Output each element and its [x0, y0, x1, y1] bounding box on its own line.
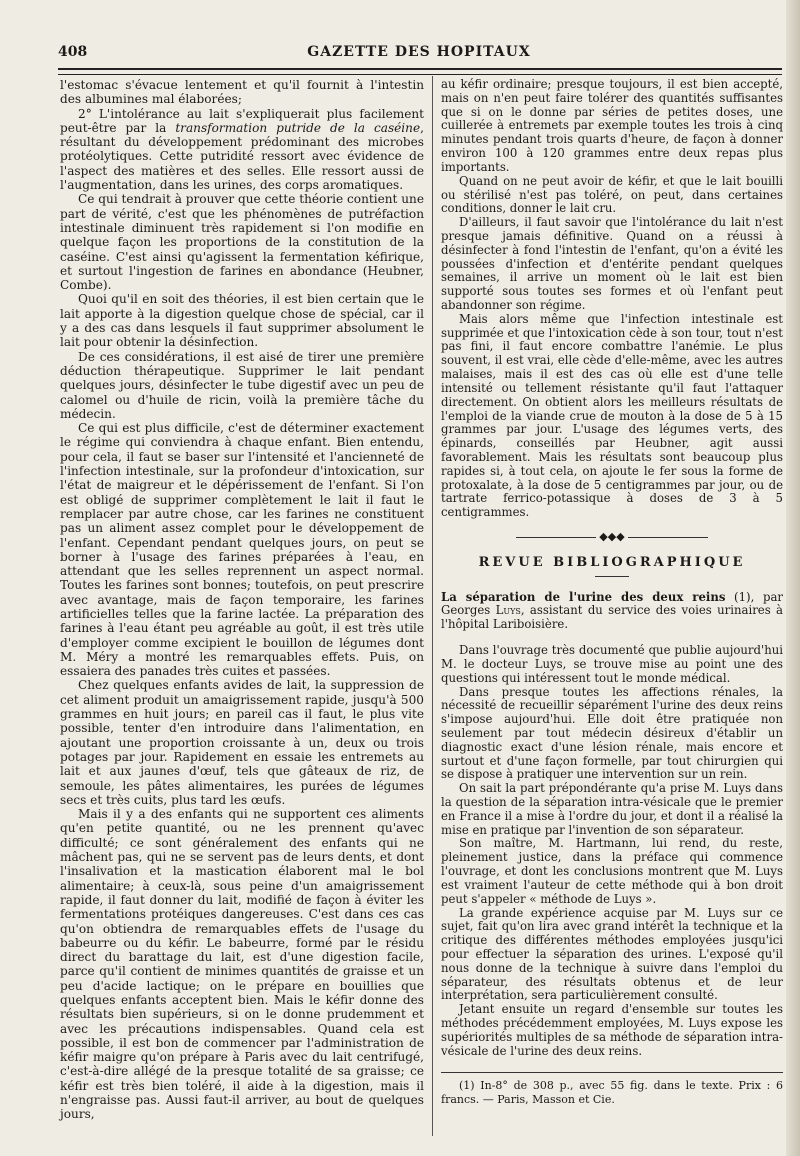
- paragraph: Son maître, M. Hartmann, lui rend, du reste, pleinement justice, dans la préface qui commence l'ouvrage, et dont les conclusions montrent que M. Luys est vraiment l'auteur de cette méthode qui à bon droit peut s'appeler « méthode de Luys ».: [441, 836, 783, 906]
- paragraph: l'estomac s'évacue lentement et qu'il fournit à l'intestin des albumines mal élaborées;: [60, 78, 424, 107]
- paragraph: De ces considérations, il est aisé de tirer une première déduction thérapeutique. Supprimer le lait pendant quelques jours, désinfecter le tube digestif avec un peu de calomel ou d'huile de ricin, voilà la première tâche du médecin.: [60, 349, 424, 421]
- paragraph: au kéfir ordinaire; presque toujours, il est bien accepté, mais on n'en peut faire tolérer des quantités suffisantes que si on le donne par séries de petites doses, une cuillerée à entremets par exemple toutes les trois à cinq minutes pendant trois quarts d'heure, de façon à donner environ 100 à 120 grammes entre deux repas plus importants.: [441, 77, 783, 174]
- review-heading: La séparation de l'urine des deux reins (1), par Georges Luys, assistant du service des voies urinaires à l'hôpital Lariboisière.: [441, 589, 783, 632]
- paragraph: Dans presque toutes les affections rénales, la nécessité de recueillir séparément l'urine des deux reins s'impose aujourd'hui. Elle doit être pratiquée non seulement par tout médecin désireux d'établir un diagnostic exact d'une lésion rénale, mais encore et surtout et d'une façon formelle, par tout chirurgien qui se dispose à pratiquer une intervention sur un rein.: [441, 684, 783, 782]
- right-column: [441, 78, 783, 1107]
- paragraph: Ce qui est plus difficile, c'est de déterminer exactement le régime qui conviendra à chaque enfant. Bien entendu, pour cela, il faut se baser sur l'intensité et l'ancienneté de l'infection intestinale, sur la profondeur d'intoxication, sur l'état de maigreur et le dépérissement de l'enfant. Si l'on est obligé de supprimer complètement le lait il faut le remplacer par autre chose, car les farines ne constituent pas un aliment assez complet pour le développement de l'enfant. Cependant pendant quelques jours, on peut se borner à l'usage des farines préparées à l'eau, en attendant que les selles reprennent un aspect normal. Toutes les farines sont bonnes; toutefois, on peut prescrire avec avantage, mais de façon temporaire, les farines artificielles telles que la farine lactée. La préparation des farines à l'eau étant peu agréable au goût, il est très utile d'employer comme excipient le bouillon de légumes dont M. Méry a montré les remarquables effets. Puis, on essaiera des panades très cuites et passées.: [60, 421, 424, 679]
- paragraph: Jetant ensuite un regard d'ensemble sur toutes les méthodes précédemment employées, M. Luys expose les supériorités multiples de sa méthode de séparation intra-vésicale de l'urine des deux reins.: [441, 1002, 783, 1058]
- section-title: REVUE BIBLIOGRAPHIQUE: [478, 554, 746, 570]
- footnote-rule: [441, 1072, 783, 1073]
- footnote: (1) In-8° de 308 p., avec 55 fig. dans le texte. Prix : 6 francs. — Paris, Masson et Cie.: [441, 1079, 783, 1107]
- section-ornament: ◆◆◆: [441, 530, 783, 544]
- paragraph: Ce qui tendrait à prouver que cette théorie contient une part de vérité, c'est que les phénomènes de putréfaction intestinale diminuent très rapidement si l'on modifie en quelque façon les proportions de la constitution de la caséine. C'est ainsi qu'agissent la fermentation kéfirique, et surtout l'ingestion de farines en abondance (Heubner, Combe).: [60, 192, 424, 293]
- review-title: La séparation de l'urine des deux reins: [441, 589, 726, 604]
- paragraph: Quoi qu'il en soit des théories, il est bien certain que le lait apporte à la digestion quelque chose de spécial, car il y a des cas dans lesquels il faut supprimer absolument le lait pour obtenir la désinfection.: [60, 292, 424, 350]
- paragraph: Dans l'ouvrage très documenté que publie aujourd'hui M. le docteur Luys, se trouve mise au point une des questions qui intéressent tout le monde médical.: [441, 643, 783, 685]
- column-divider: [432, 76, 433, 1136]
- paragraph: Chez quelques enfants avides de lait, la suppression de cet aliment produit un amaigrissement rapide, jusqu'à 500 grammes en huit jours; en pareil cas il faut, le plus vite possible, tenter d'en introduire dans l'alimentation, en ajoutant une proportion croissante à un, deux ou trois potages par jour. Rapidement en essaie les entremets au lait et aux jaunes d'œuf, tels que gâteaux de riz, de semoule, les pâtes alimentaires, les purées de légumes secs et très cuits, plus tard les œufs.: [60, 678, 424, 807]
- paragraph: 2° L'intolérance au lait s'expliquerait plus facilement peut-être par la transformation putride de la caséine, résultant du développement prédominant des microbes protéolytiques. Cette putridité ressort avec évidence de l'aspect des matières et des selles. Elle ressort aussi de l'augmentation, dans les urines, des corps aromatiques.: [60, 106, 424, 193]
- paragraph: On sait la part prépondérante qu'a prise M. Luys dans la question de la séparation intra-vésicale que le premier en France il a mise à l'ordre du jour, et dont il a réalisé la mise en pratique par l'invention de son séparateur.: [441, 781, 783, 837]
- journal-title: GAZETTE DES HOPITAUX: [307, 44, 531, 60]
- title-rule: [595, 576, 629, 577]
- paragraph: Quand on ne peut avoir de kéfir, et que le lait bouilli ou stérilisé n'est pas toléré, on peut, dans certaines conditions, donner le lait cru.: [441, 173, 783, 216]
- paragraph: Mais alors même que l'infection intestinale est supprimée et que l'intoxication cède à son tour, tout n'est pas fini, il faut encore combattre l'anémie. Le plus souvent, il est vrai, elle cède d'elle-même, avec les autres malaises, mais il est des cas où elle est d'une telle intensité ou tellement résistante qu'il faut l'attaquer directement. On obtient alors les meilleurs résultats de l'emploi de la viande crue de mouton à la dose de 5 à 15 grammes par jour. L'usage des légumes verts, des épinards, conseillés par Heubner, agit aussi favorablement. Mais les résultats sont beaucoup plus rapides si, à tout cela, on ajoute le fer sous la forme de protoxalate, à la dose de 5 centigrammes par jour, ou de tartrate ferrico-potassique à doses de 3 à 5 centigrammes.: [441, 311, 783, 520]
- review-author: Luys: [495, 603, 521, 618]
- footnote-ref: (1): [734, 589, 751, 604]
- page-edge: [786, 0, 800, 1156]
- paragraph: D'ailleurs, il faut savoir que l'intolérance du lait n'est presque jamais définitive. Quand on a réussi à désinfecter à fond l'intestin de l'enfant, qu'on a évité les poussées d'infection et d'entérite pendant quelques semaines, il arrive un moment où le lait est bien supporté sous toutes ses formes et où l'enfant peut abandonner son régime.: [441, 215, 783, 312]
- italic-phrase: transformation putride de la caséine: [175, 120, 421, 135]
- page-header: [58, 44, 780, 66]
- paragraph: La grande expérience acquise par M. Luys sur ce sujet, fait qu'on lira avec grand intérêt la technique et la critique des différentes méthodes employées jusqu'ici pour effectuer la séparation des urines. L'exposé qu'il nous donne de la technique à suivre dans l'emploi du séparateur, des résultats obtenus et de leur interprétation, sera particulièrement consulté.: [441, 905, 783, 1003]
- paragraph: Mais il y a des enfants qui ne supportent ces aliments qu'en petite quantité, ou ne les prennent qu'avec difficulté; ce sont généralement des enfants qui ne mâchent pas, qui ne se servent pas de leurs dents, et dont l'insalivation et la mastication élaborent mal le bol alimentaire; à ceux-là, sous peine d'un amaigrissement rapide, il faut donner du lait, modifié de façon à éviter les fermentations protéiques dangereuses. C'est dans ces cas qu'on obtiendra de remarquables effets de l'usage du babeurre ou du kéfir. Le babeurre, formé par le résidu direct du barattage du lait, est d'une digestion facile, parce qu'il contient de minimes quantités de graisse et un peu d'acide lactique; on le prépare en bouillies que quelques enfants acceptent bien. Mais le kéfir donne des résultats bien supérieurs, si on le donne prudemment et avec les précautions indispensables. Quand cela est possible, il est bon de commencer par l'administration de kéfir maigre qu'on prépare à Paris avec du lait centrifugé, c'est-à-dire allégé de la presque totalité de sa graisse; ce kéfir est très bien toléré, il aide à la digestion, mais il n'engraisse pas. Aussi faut-il arriver, au bout de quelques jours,: [60, 807, 424, 1122]
- header-rule: [58, 68, 782, 75]
- page-number: 408: [58, 44, 88, 60]
- left-column: [60, 78, 424, 1122]
